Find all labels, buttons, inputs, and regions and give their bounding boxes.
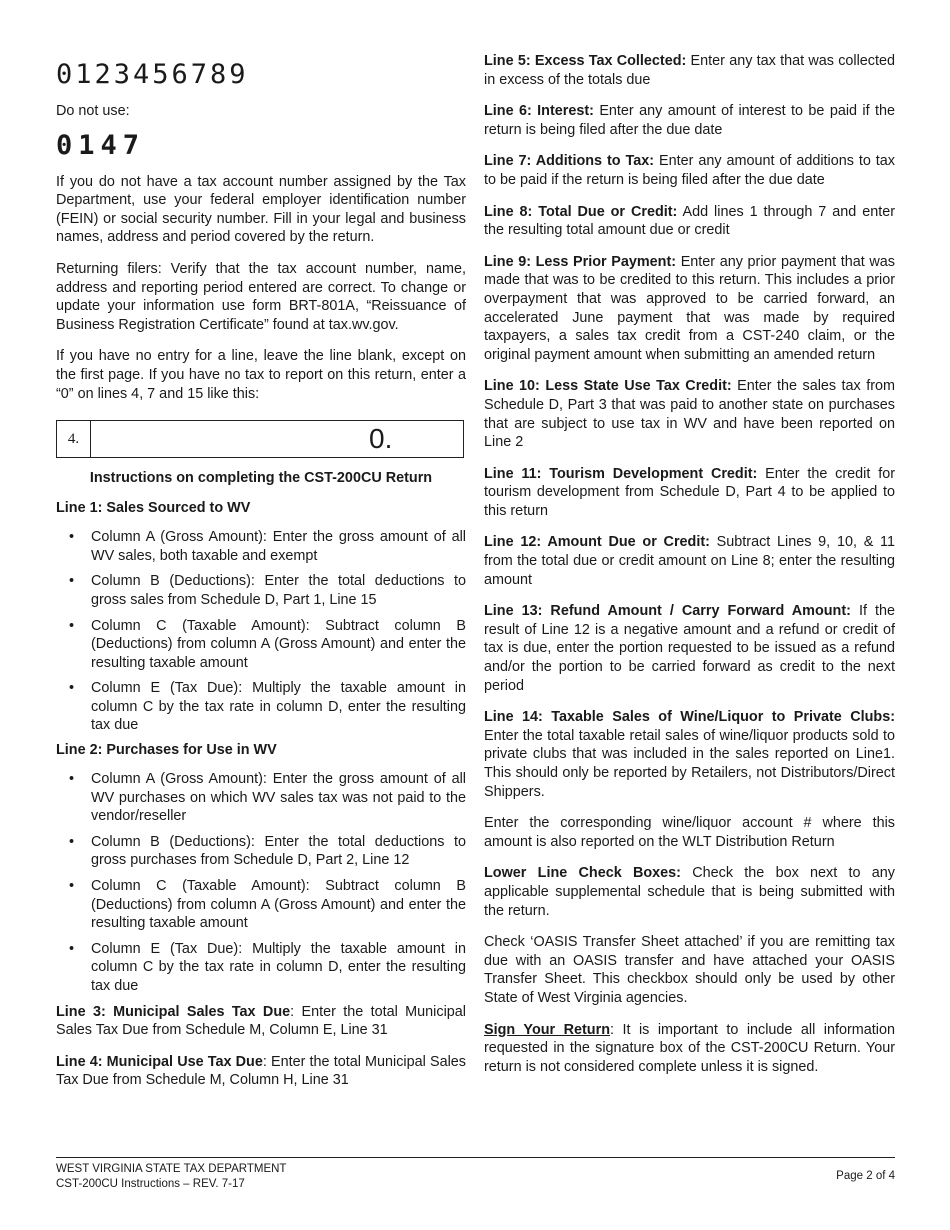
instructions-heading: Instructions on completing the CST-200CU Return <box>89 470 433 487</box>
line13-paragraph: Line 13: Refund Amount / Carry Forward Amount: If the result of Line 12 is a negative amount and a refund or credit of tax is due, enter the portion requested to be issued as a refund and/or the portion to be carried forward as credit to the next period <box>484 603 895 694</box>
line5-paragraph: Line 5: Excess Tax Collected: Enter any tax that was collected in excess of the totals due <box>484 53 895 88</box>
list-item: • Column E (Tax Due): Multiply the taxable amount in column C by the tax rate in column D, enter the resulting tax due <box>69 680 466 734</box>
list-item: • Column E (Tax Due): Multiply the taxable amount in column C by the tax rate in column D, enter the resulting tax due <box>69 940 466 994</box>
check-boxes-paragraph: Lower Line Check Boxes: Check the box next to any applicable supplemental schedule that is being submitted with the return. <box>484 865 896 919</box>
list-item: • Column C (Taxable Amount): Subtract column B (Deductions) from column A (Gross Amount) and enter the resulting taxable amount <box>69 617 466 671</box>
zero-entry-example-box <box>56 420 464 458</box>
footer-page-number: Page 2 of 4 <box>836 1170 895 1182</box>
line12-paragraph: Line 12: Amount Due or Credit: Subtract Lines 9, 10, & 11 from the total due or credit amount on Line 8; enter the resulting amount <box>484 534 895 588</box>
line9-paragraph: Line 9: Less Prior Payment: Enter any prior payment that was made that was to be credited to this return. This includes a prior overpayment that was approved to be carried forward, an accelerated June payment that was made by required taxpayers, a sales tax credit from a CST-240 claim, or the original payment amount when submitting an amended return <box>484 253 895 363</box>
unacceptable-digits-sample: 0147 <box>56 129 146 161</box>
list-item: • Column A (Gross Amount): Enter the gross amount of all WV purchases on which WV sales tax was not paid to the vendor/reseller <box>69 771 466 825</box>
list-item: • Column C (Taxable Amount): Subtract column B (Deductions) from column A (Gross Amount) and enter the resulting taxable amount <box>69 878 466 932</box>
line4-paragraph: Line 4: Municipal Use Tax Due: Enter the total Municipal Sales Tax Due from Schedule M, Column H, Line 31 <box>56 1053 466 1089</box>
line6-paragraph: Line 6: Interest: Enter any amount of interest to be paid if the return is being filed after the due date <box>484 103 896 138</box>
line3-paragraph: Line 3: Municipal Sales Tax Due: Enter the total Municipal Sales Tax Due from Schedule M, Column E, Line 31 <box>56 1003 466 1039</box>
list-item: • Column B (Deductions): Enter the total deductions to gross sales from Schedule D, Part 1, Line 15 <box>69 573 466 608</box>
line2-heading: Line 2: Purchases for Use in WV <box>56 742 277 759</box>
tax-account-paragraph: If you do not have a tax account number assigned by the Tax Department, use your federal employer identification number (FEIN) or social security number. Fill in your legal and business names, address and period covered by the return. <box>56 173 466 246</box>
sign-return-paragraph: Sign Your Return: It is important to include all information requested in the signature box of the CST-200CU Return. Your return is not considered complete unless it is signed. <box>484 1021 895 1075</box>
line7-paragraph: Line 7: Additions to Tax: Enter any amount of additions to tax to be paid if the return is being filed after the due date <box>484 153 895 188</box>
list-item: • Column A (Gross Amount): Enter the gross amount of all WV sales, both taxable and exempt <box>69 529 466 564</box>
line10-paragraph: Line 10: Less State Use Tax Credit: Enter the sales tax from Schedule D, Part 3 that was paid to another state on purchases that are subject to use tax in WV and have been reported on Line 2 <box>484 378 896 451</box>
example-zero-value: 0. <box>369 423 393 455</box>
footer-department: WEST VIRGINIA STATE TAX DEPARTMENT <box>56 1163 287 1175</box>
wlt-account-paragraph: Enter the corresponding wine/liquor account # where this amount is also reported on the WLT Distribution Return <box>484 815 895 850</box>
do-not-use-label: Do not use: <box>56 103 130 119</box>
line1-heading: Line 1: Sales Sourced to WV <box>56 500 251 517</box>
no-entry-paragraph: If you have no entry for a line, leave the line blank, except on the first page. If you have no tax to report on this return, enter a “0” on lines 4, 7 and 15 like this: <box>56 348 466 402</box>
line11-paragraph: Line 11: Tourism Development Credit: Enter the credit for tourism development from Schedule D, Part 4 to be applied to this return <box>484 465 895 519</box>
left-column <box>56 52 466 1090</box>
line14-paragraph: Line 14: Taxable Sales of Wine/Liquor to Private Clubs: Enter the total taxable retail sales of wine/liquor products sold to private clubs that was included in the sales reported on Line1. This should only be reported by Retailers, not Distributors/Direct Shippers. <box>484 709 895 800</box>
list-item: • Column B (Deductions): Enter the total deductions to gross purchases from Schedule D, Part 2, Line 12 <box>69 833 466 869</box>
right-column <box>484 52 895 1076</box>
footer-form-revision: CST-200CU Instructions – REV. 7-17 <box>56 1178 245 1190</box>
line8-paragraph: Line 8: Total Due or Credit: Add lines 1 through 7 and enter the resulting total amount due or credit <box>484 203 895 239</box>
acceptable-digits-sample: 0123456789 <box>56 59 249 90</box>
line1-list <box>56 528 466 735</box>
line2-list <box>56 770 466 996</box>
returning-filers-paragraph: Returning filers: Verify that the tax account number, name, address and reporting period entered are correct. To change or update your information use form BRT-801A, “Reissuance of Business Registration Certificate” found at tax.wv.gov. <box>56 260 466 333</box>
oasis-paragraph: Check ‘OASIS Transfer Sheet attached’ if you are remitting tax due with an OASIS transfer and have attached your OASIS Transfer Sheet. This checkbox should only be used by other State of West Virginia agencies. <box>484 934 895 1006</box>
page-footer <box>56 1157 895 1192</box>
example-line-number: 4. <box>57 421 91 457</box>
